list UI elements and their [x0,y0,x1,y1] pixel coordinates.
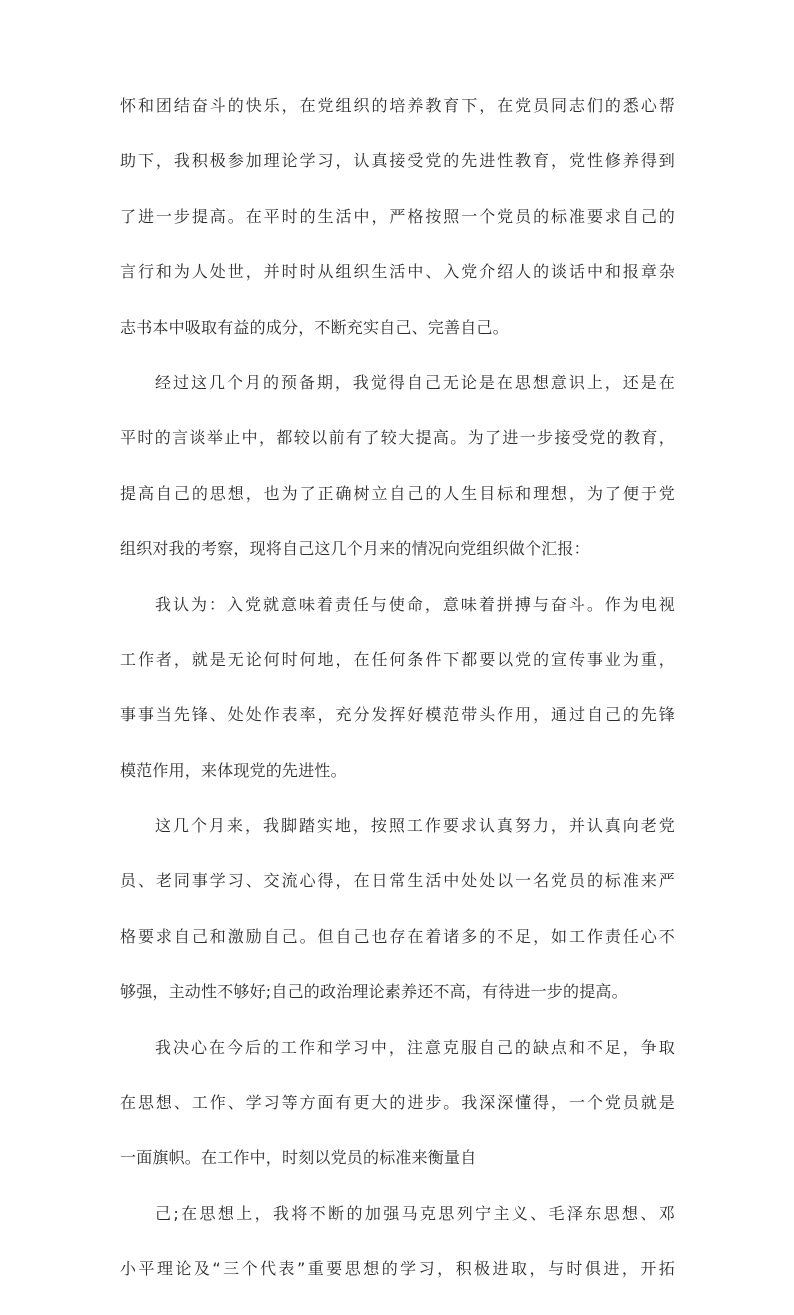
text-line: 了进一步提高。在平时的生活中，严格按照一个党员的标准要求自己的 [120,206,675,226]
text-line: 助下，我积极参加理论学习，认真接受党的先进性教育，党性修养得到 [120,151,675,171]
text-line: 格要求自己和激励自己。但自己也存在着诸多的不足，如工作责任心不 [120,926,675,946]
text-line: 平时的言谈举止中，都较以前有了较大提高。为了进一步接受党的教育， [120,428,675,448]
text-line: 在思想、工作、学习等方面有更大的进步。我深深懂得，一个党员就是 [120,1093,675,1113]
text-line: 员、老同事学习、交流心得，在日常生活中处处以一名党员的标准来严 [120,871,675,891]
text-line: 小平理论及“三个代表”重要思想的学习，积极进取，与时俱进，开拓 [120,1259,675,1279]
text-line: 怀和团结奋斗的快乐，在党组织的培养教育下，在党员同志们的悉心帮 [120,96,675,115]
text-line: 这几个月来，我脚踏实地，按照工作要求认真努力，并认真向老党 [155,816,675,836]
text-line: 志书本中吸取有益的成分，不断充实自己、完善自己。 [120,317,509,337]
text-line: 己;在思想上，我将不断的加强马克思列宁主义、毛泽东思想、邓 [155,1203,675,1223]
text-line: 组织对我的考察，现将自己这几个月来的情况向党组织做个汇报： [120,539,590,559]
text-line: 言行和为人处世，并时时从组织生活中、入党介绍人的谈话中和报章杂 [120,262,675,282]
text-line: 我认为：入党就意味着责任与使命，意味着拼搏与奋斗。作为电视 [155,594,675,614]
text-line: 提高自己的思想，也为了正确树立自己的人生目标和理想，为了便于党 [120,483,675,503]
text-line: 经过这几个月的预备期，我觉得自己无论是在思想意识上，还是在 [155,372,675,392]
document-page [120,96,675,1315]
text-line: 事事当先锋、处处作表率，充分发挥好模范带头作用，通过自己的先锋 [120,705,675,725]
text-line: 工作者，就是无论何时何地，在任何条件下都要以党的宣传事业为重， [120,649,675,669]
text-line: 够强，主动性不够好;自己的政治理论素养还不高，有待进一步的提高。 [120,982,628,1002]
text-line: 我决心在今后的工作和学习中，注意克服自己的缺点和不足，争取 [155,1037,675,1057]
text-line: 一面旗帜。在工作中，时刻以党员的标准来衡量自 [120,1148,477,1168]
text-line: 模范作用，来体现党的先进性。 [120,760,347,780]
